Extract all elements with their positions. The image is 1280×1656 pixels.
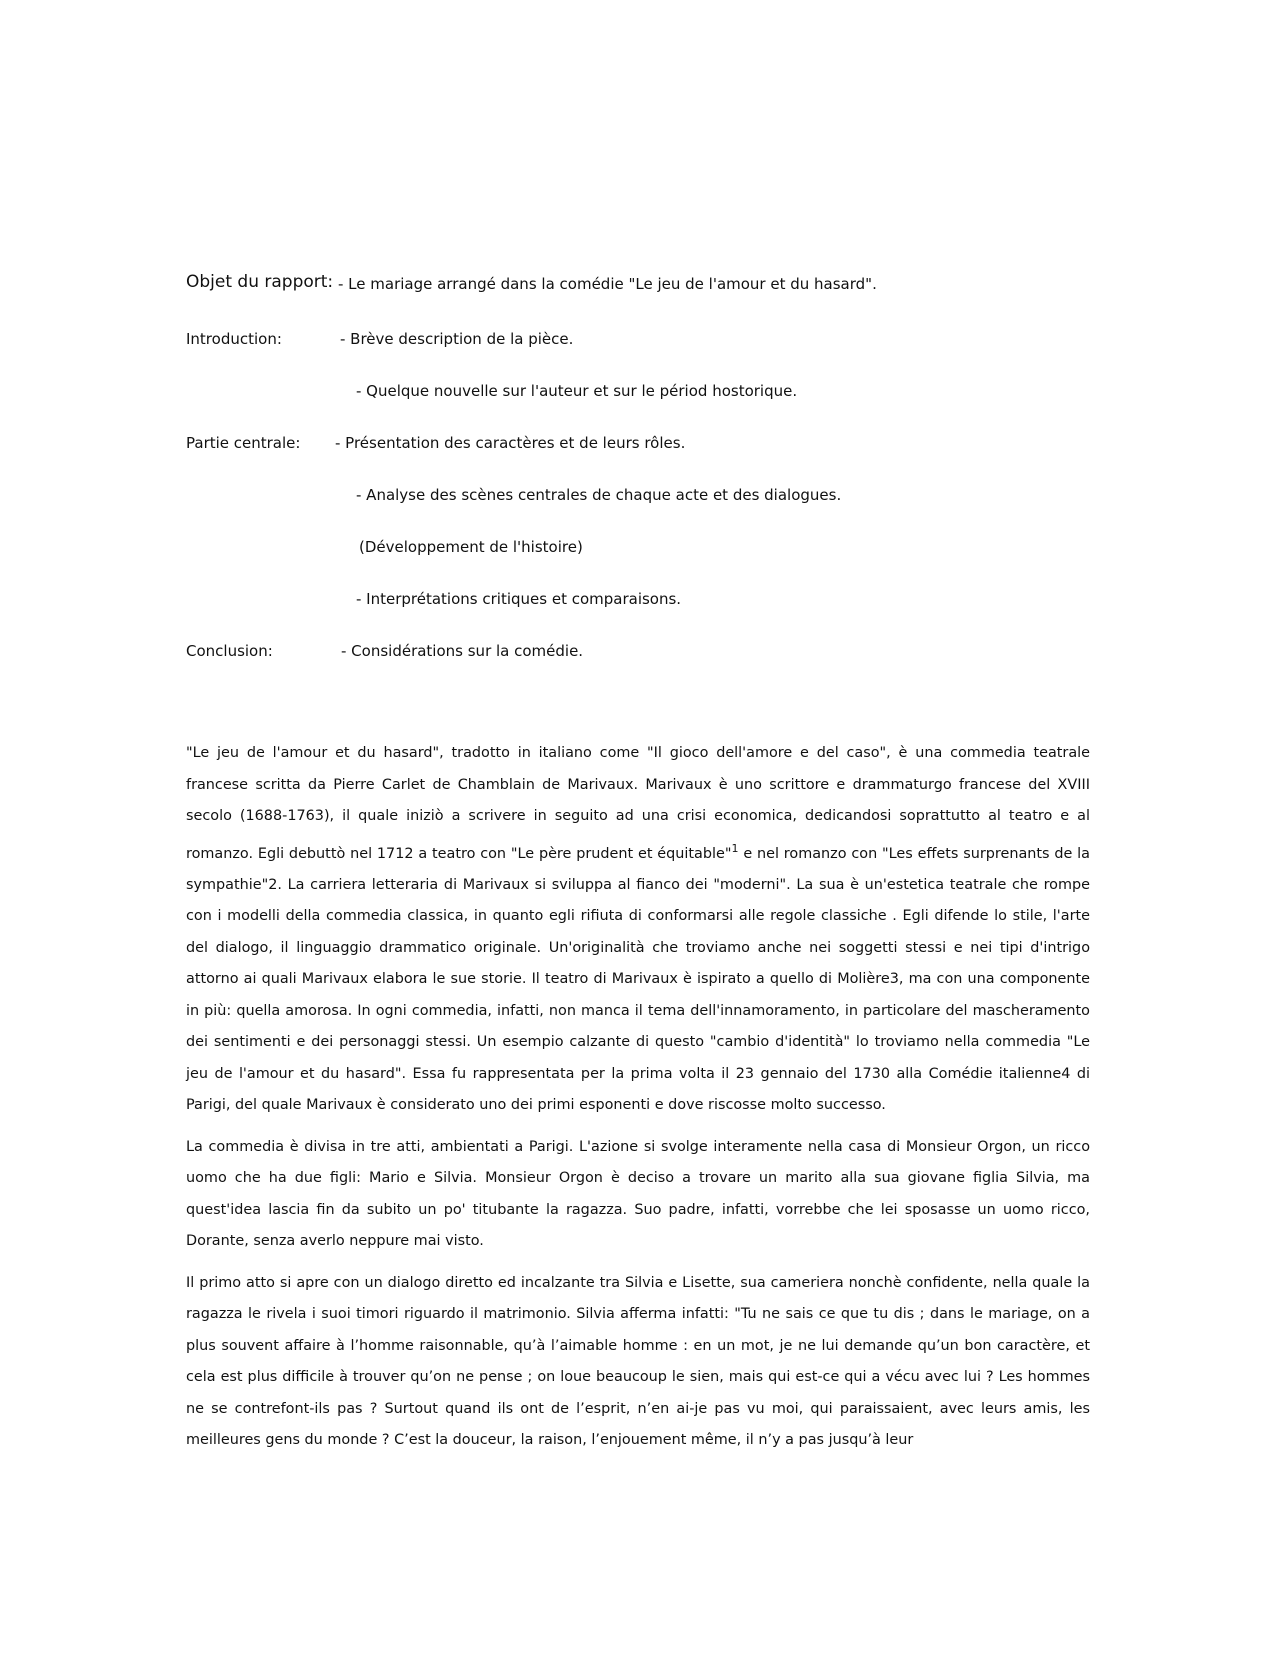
body-text: [186, 738, 1090, 1467]
objet-label: Objet du rapport:: [186, 272, 334, 292]
paragraph-2: La commedia è divisa in tre atti, ambientati a Parigi. L'azione si svolge interamente nella casa di Monsieur Orgon, un ricco uomo che ha due figli: Mario e Silvia. Monsieur Orgon è deciso a trovare un marito alla sua giovane figlia Silvia, ma quest'idea lascia fin da subito un po' titubante la ragazza. Suo padre, infatti, vorrebbe che lei sposasse un uomo ricco, Dorante, senza averlo neppure mai visto.: [186, 1138, 1090, 1250]
paragraph-3: Il primo atto si apre con un dialogo diretto ed incalzante tra Silvia e Lisette, sua cameriera nonchè confidente, nella quale la ragazza le rivela i suoi timori riguardo il matrimonio. Silvia afferma infatti: "Tu ne sais ce que tu dis ; dans le mariage, on a plus souvent affaire à l’homme raisonnable, qu’à l’aimable homme : en un mot, je ne lui demande qu’un bon caractère, et cela est plus difficile à trouver qu’on ne pense ; on loue beaucoup le sien, mais qui est-ce qui a vécu avec lui ? Les hommes ne se contrefont-ils pas ? Surtout quand ils ont de l’esprit, n’en ai-je pas vu moi, qui paraissaient, avec leurs amis, les meilleures gens du monde ? C’est la douceur, la raison, l’enjouement même, il n’y a pas jusqu’à leur: [186, 1274, 1090, 1449]
conclusion-item-1: - Considérations sur la comédie.: [341, 642, 584, 660]
partie-centrale-label: Partie centrale:: [186, 434, 301, 452]
partie-centrale-item-4: - Interprétations critiques et comparaisons.: [356, 590, 682, 608]
introduction-item-2: - Quelque nouvelle sur l'auteur et sur le périod hostorique.: [356, 382, 798, 400]
conclusion-label: Conclusion:: [186, 642, 273, 660]
objet-text: - Le mariage arrangé dans la comédie "Le jeu de l'amour et du hasard".: [338, 275, 877, 293]
introduction-item-1: - Brève description de la pièce.: [340, 330, 574, 348]
paragraph-1: [186, 738, 1090, 1122]
footnote-ref-1: 1: [731, 841, 739, 855]
paragraph-1-part-b: e nel romanzo con "Les effets surprenants de la sympathie"2. La carriera letteraria di Marivaux si sviluppa al fianco dei "moderni". La sua è un'estetica teatrale che rompe con i modelli della commedia classica, in quanto egli rifiuta di conformarsi alle regole classiche . Egli difende lo stile, l'arte del dialogo, il linguaggio drammatico originale. Un'originalità che troviamo anche nei soggetti stessi e nei tipi d'intrigo attorno ai quali Marivaux elabora le sue storie. Il teatro di Marivaux è ispirato a quello di Molière3, ma con una componente in più: quella amorosa. In ogni commedia, infatti, non manca il tema dell'innamoramento, in particolare del mascheramento dei sentimenti e dei personaggi stessi. Un esempio calzante di questo "cambio d'identità" lo troviamo nella commedia "Le jeu de l'amour et du hasard". Essa fu rappresentata per la prima volta il 23 gennaio del 1730 alla Comédie italienne4 di Parigi, del quale Marivaux è considerato uno dei primi esponenti e dove riscosse molto successo.: [186, 845, 1090, 1114]
partie-centrale-item-3: (Développement de l'histoire): [359, 538, 583, 556]
paragraph-1-part-a: "Le jeu de l'amour et du hasard", tradotto in italiano come "Il gioco dell'amore e del caso", è una commedia teatrale francese scritta da Pierre Carlet de Chamblain de Marivaux. Marivaux è uno scrittore e drammaturgo francese del XVIII secolo (1688-1763), il quale iniziò a scrivere in seguito ad una crisi economica, dedicandosi soprattutto al teatro e al romanzo. Egli debuttò nel 1712 a teatro con "Le père prudent et équitable": [186, 745, 1090, 862]
partie-centrale-item-1: - Présentation des caractères et de leurs rôles.: [335, 434, 686, 452]
introduction-label: Introduction:: [186, 330, 282, 348]
partie-centrale-item-2: - Analyse des scènes centrales de chaque acte et des dialogues.: [356, 486, 842, 504]
